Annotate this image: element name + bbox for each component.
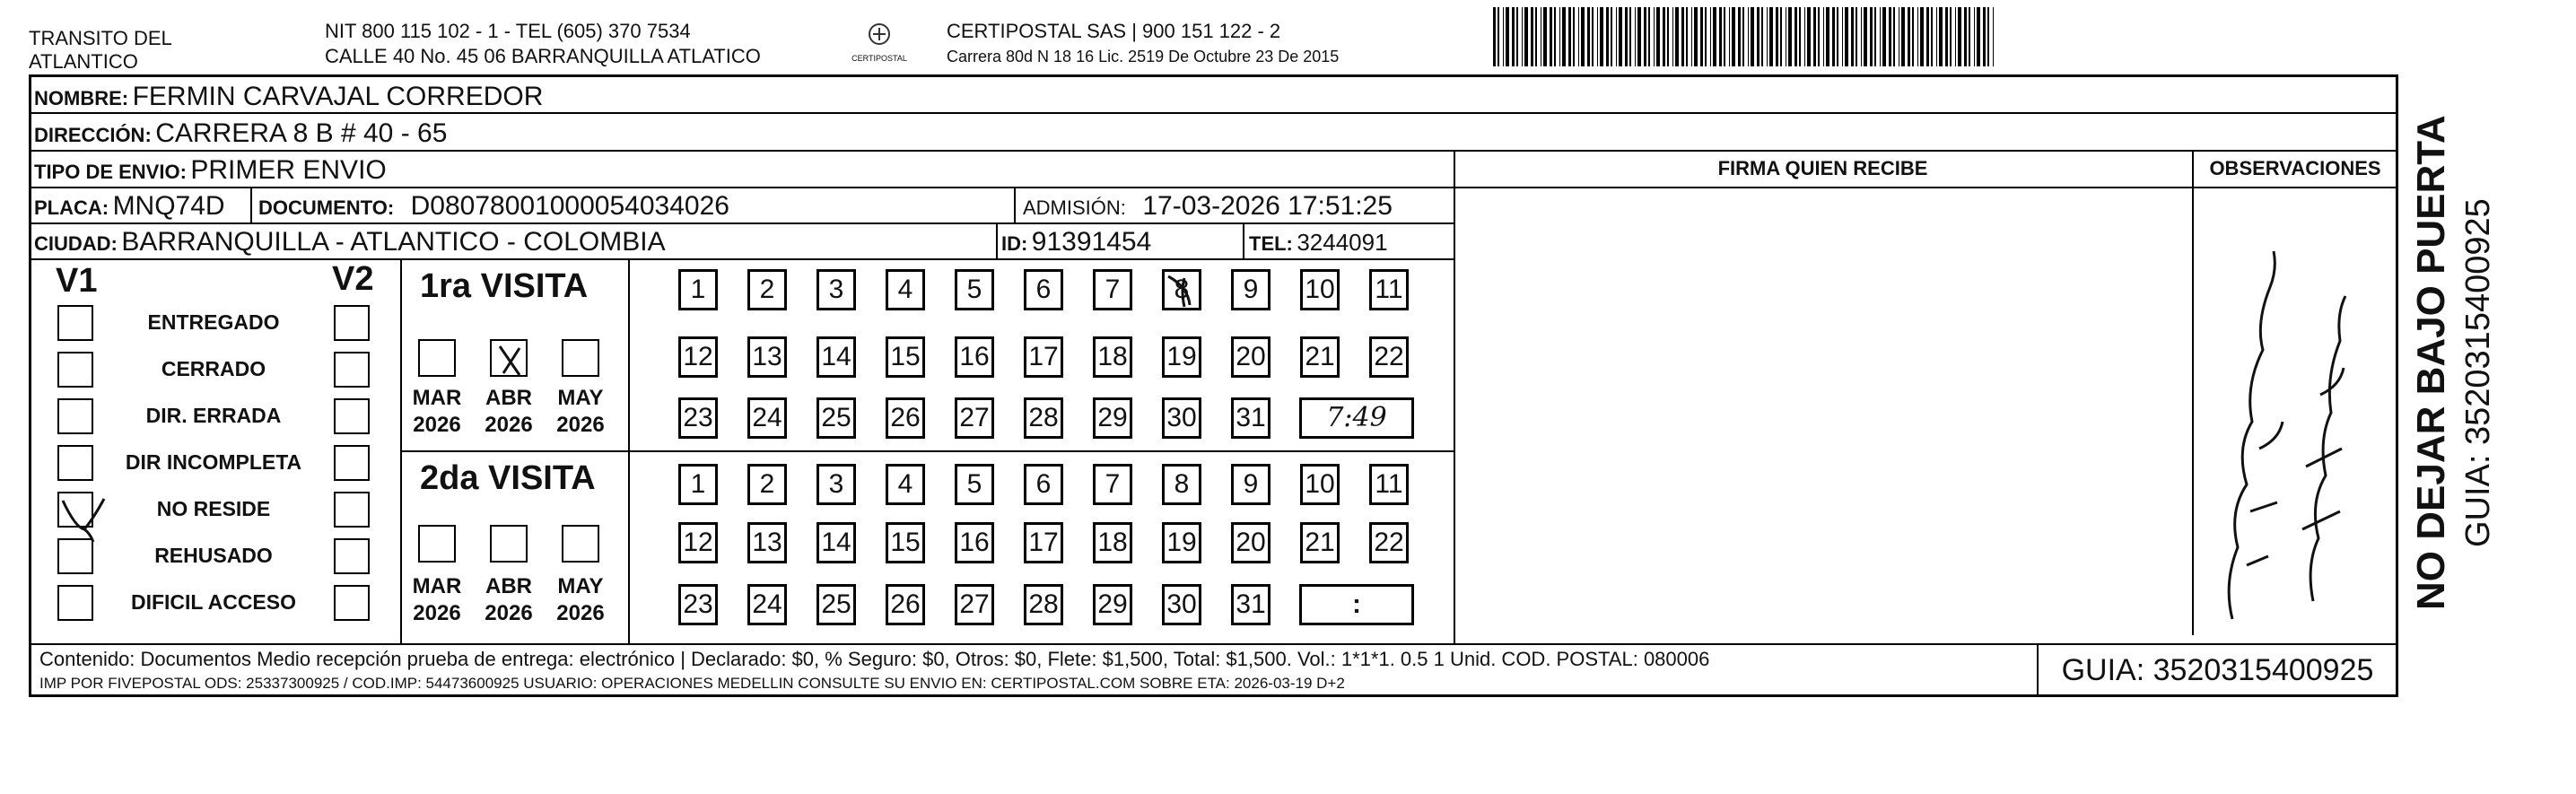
day-box[interactable]: 29 <box>1093 584 1132 625</box>
day-box[interactable]: 15 <box>886 336 925 378</box>
nombre-row <box>34 81 543 118</box>
footer-guia: GUIA: 3520315400925 <box>2061 653 2374 687</box>
footer-imp-line: IMP POR FIVEPOSTAL ODS: 25337300925 / COD.IMP: 54473600925 USUARIO: OPERACIONES MEDELLIN CONSULTE SU ENVIO EN: CERTIPOSTAL.COM SOBRE ETA: 2026-03-19 D+2 <box>39 675 1345 692</box>
day-box[interactable]: 6 <box>1024 269 1063 310</box>
certipostal-logo <box>843 20 915 66</box>
day-box[interactable]: 9 <box>1231 464 1271 505</box>
day-box[interactable]: 19 <box>1162 522 1201 563</box>
company-address: Carrera 80d N 18 16 Lic. 2519 De Octubre 23 De 2015 <box>947 48 1340 65</box>
day-box[interactable]: 24 <box>747 584 787 625</box>
month-label: ABR <box>485 386 532 410</box>
issuer-address: CALLE 40 No. 45 06 BARRANQUILLA ATLATICO <box>325 45 761 67</box>
documento-field <box>258 190 729 227</box>
day-box[interactable]: 23 <box>678 397 718 439</box>
month-label: MAR <box>412 574 462 598</box>
issuer-name-line1: TRANSITO DEL <box>29 27 172 49</box>
day-box[interactable]: 4 <box>886 464 925 505</box>
month-label: MAR <box>412 386 462 410</box>
day-box[interactable]: 16 <box>955 336 994 378</box>
issuer-name-line2: ATLANTICO <box>29 50 138 73</box>
day-box[interactable]: 30 <box>1162 397 1201 439</box>
day-box[interactable]: 26 <box>886 397 925 439</box>
side-warning-text: NO DEJAR BAJO PUERTA <box>2409 115 2453 610</box>
month-checkbox[interactable] <box>490 525 528 563</box>
v1-checkbox[interactable] <box>57 352 93 388</box>
placa-field <box>34 190 225 227</box>
day-box[interactable]: 30 <box>1162 584 1201 625</box>
admision-value: 17-03-2026 17:51:25 <box>1142 191 1393 221</box>
tel-value: 3244091 <box>1297 229 1388 256</box>
month-checkbox[interactable] <box>562 525 599 563</box>
month-label: MAY <box>557 386 604 410</box>
company-name: CERTIPOSTAL SAS | 900 151 122 - 2 <box>947 20 1281 42</box>
v1-checkbox[interactable] <box>57 398 93 434</box>
day-box[interactable]: 1 <box>678 269 718 310</box>
day-box[interactable]: 31 <box>1231 397 1271 439</box>
day-box[interactable]: 20 <box>1231 336 1271 378</box>
admision-label: ADMISIÓN: <box>1023 196 1126 219</box>
day-box[interactable]: 21 <box>1300 522 1340 563</box>
day-box[interactable]: 18 <box>1093 522 1132 563</box>
second-visit-time <box>1299 584 1414 625</box>
month-label: ABR <box>485 574 532 598</box>
status-option-label: DIR INCOMPLETA <box>125 450 302 474</box>
day-box[interactable]: 25 <box>816 397 856 439</box>
second-visit-time-value: : <box>1352 589 1361 619</box>
status-option-label: REHUSADO <box>154 544 273 567</box>
month-checkbox[interactable] <box>418 339 456 377</box>
day-box[interactable]: 7 <box>1093 269 1132 310</box>
observaciones-handwriting <box>2196 242 2367 641</box>
day-box[interactable]: 24 <box>747 397 787 439</box>
id-value: 91391454 <box>1031 227 1152 257</box>
observaciones-header: OBSERVACIONES <box>2209 157 2381 179</box>
v1-checkbox[interactable] <box>57 585 93 621</box>
ciudad-value: BARRANQUILLA - ATLANTICO - COLOMBIA <box>121 227 666 257</box>
day-box[interactable]: 1 <box>678 464 718 505</box>
day-box[interactable]: 9 <box>1231 269 1271 310</box>
day-box[interactable]: 22 <box>1369 336 1409 378</box>
first-visit-title: 1ra VISITA <box>420 267 589 305</box>
day-box[interactable]: 3 <box>816 464 856 505</box>
tipo-envio-row <box>34 154 387 191</box>
day-box[interactable]: 5 <box>955 269 994 310</box>
documento-label: DOCUMENTO: <box>258 196 395 219</box>
documento-value: D08078001000054034026 <box>410 191 729 221</box>
year-label: 2026 <box>556 413 605 437</box>
v1-header: V1 <box>56 262 98 300</box>
day-box[interactable]: 29 <box>1093 397 1132 439</box>
day-box[interactable]: 13 <box>747 522 787 563</box>
day-box[interactable]: 28 <box>1024 584 1063 625</box>
day-box[interactable]: 14 <box>816 522 856 563</box>
day-box[interactable]: 5 <box>955 464 994 505</box>
year-label: 2026 <box>413 413 461 437</box>
day-box[interactable]: 6 <box>1024 464 1063 505</box>
ciudad-field <box>34 226 666 263</box>
first-visit-time-value: 7:49 <box>1326 402 1387 433</box>
v1-checkbox[interactable] <box>57 305 93 341</box>
firma-header: FIRMA QUIEN RECIBE <box>1717 157 1928 179</box>
issuer-nit: NIT 800 115 102 - 1 - TEL (605) 370 7534 <box>325 20 691 42</box>
second-visit-title: 2da VISITA <box>420 459 596 497</box>
day-box[interactable]: 11 <box>1369 269 1409 310</box>
day-box[interactable]: 23 <box>678 584 718 625</box>
placa-value: MNQ74D <box>112 191 225 221</box>
status-option-label: NO RESIDE <box>156 497 271 520</box>
v2-checkbox[interactable] <box>334 305 370 341</box>
day-box[interactable]: 13 <box>747 336 787 378</box>
logo-text: CERTIPOSTAL <box>851 54 907 63</box>
month-label: MAY <box>557 574 604 598</box>
year-label: 2026 <box>485 601 533 625</box>
day-box[interactable]: 10 <box>1300 269 1340 310</box>
day-box[interactable]: 21 <box>1300 336 1340 378</box>
first-visit-time <box>1299 397 1414 439</box>
barcode <box>1493 7 1995 66</box>
direccion-row <box>34 118 447 154</box>
day-box[interactable]: 2 <box>747 464 787 505</box>
id-field <box>1001 226 1151 263</box>
day-box[interactable]: 27 <box>955 584 994 625</box>
day-box[interactable]: 22 <box>1369 522 1409 563</box>
direccion-label: DIRECCIÓN: <box>34 124 152 146</box>
day-box[interactable]: 17 <box>1024 336 1063 378</box>
footer-content-line: Contenido: Documentos Medio recepción prueba de entrega: electrónico | Declarado: $0, % Seguro: $0, Otros: $0, Flete: $1,500, Total: $1,500. Vol.: 1*1*1. 0.5 1 Unid. COD. POSTAL: 080006 <box>39 648 1710 670</box>
placa-label: PLACA: <box>34 196 109 219</box>
tipo-envio-label: TIPO DE ENVIO: <box>34 161 187 183</box>
day-box[interactable]: 4 <box>886 269 925 310</box>
status-option-label: CERRADO <box>161 357 266 380</box>
day-box[interactable]: 20 <box>1231 522 1271 563</box>
year-label: 2026 <box>413 601 461 625</box>
day-box[interactable]: 15 <box>886 522 925 563</box>
month-checkbox[interactable] <box>418 525 456 563</box>
admision-field <box>1023 190 1393 227</box>
day-box[interactable]: 7 <box>1093 464 1132 505</box>
nombre-value: FERMIN CARVAJAL CORREDOR <box>132 82 544 111</box>
day-box[interactable]: 8 <box>1162 464 1201 505</box>
direccion-value: CARRERA 8 B # 40 - 65 <box>155 118 448 148</box>
day-box[interactable]: 14 <box>816 336 856 378</box>
year-label: 2026 <box>485 413 533 437</box>
handwritten-check-abr <box>491 339 530 385</box>
status-option-label: DIFICIL ACCESO <box>130 590 296 614</box>
day-box[interactable]: 2 <box>747 269 787 310</box>
day-box[interactable]: 8 <box>1162 269 1201 310</box>
id-label: ID: <box>1001 232 1028 255</box>
day-box[interactable]: 10 <box>1300 464 1340 505</box>
day-box[interactable]: 12 <box>678 522 718 563</box>
v2-header: V2 <box>332 260 374 298</box>
ciudad-label: CIUDAD: <box>34 232 118 255</box>
month-checkbox[interactable] <box>562 339 599 377</box>
nombre-label: NOMBRE: <box>34 87 129 109</box>
tipo-envio-value: PRIMER ENVIO <box>190 155 387 185</box>
day-box[interactable]: 26 <box>886 584 925 625</box>
tel-field <box>1249 226 1388 263</box>
day-box[interactable]: 28 <box>1024 397 1063 439</box>
v2-checkbox[interactable] <box>334 398 370 434</box>
day-box[interactable]: 17 <box>1024 522 1063 563</box>
day-box[interactable]: 18 <box>1093 336 1132 378</box>
v2-checkbox[interactable] <box>334 445 370 481</box>
v2-checkbox[interactable] <box>334 492 370 528</box>
day-box[interactable]: 25 <box>816 584 856 625</box>
day-box[interactable]: 3 <box>816 269 856 310</box>
status-option-label: ENTREGADO <box>147 310 280 334</box>
day-box[interactable]: 19 <box>1162 336 1201 378</box>
day-box[interactable]: 12 <box>678 336 718 378</box>
day-box[interactable]: 16 <box>955 522 994 563</box>
day-box[interactable]: 31 <box>1231 584 1271 625</box>
tel-label: TEL: <box>1249 232 1293 255</box>
v2-checkbox[interactable] <box>334 538 370 574</box>
day-box[interactable]: 27 <box>955 397 994 439</box>
day-box[interactable]: 11 <box>1369 464 1409 505</box>
handwritten-check-no-reside <box>57 492 129 550</box>
handwritten-mark-day-8 <box>1157 269 1202 318</box>
v2-checkbox[interactable] <box>334 585 370 621</box>
status-option-label: DIR. ERRADA <box>145 404 282 427</box>
v2-checkbox[interactable] <box>334 352 370 388</box>
year-label: 2026 <box>556 601 605 625</box>
v1-checkbox[interactable] <box>57 445 93 481</box>
side-guia-text: GUIA: 3520315400925 <box>2459 198 2497 547</box>
